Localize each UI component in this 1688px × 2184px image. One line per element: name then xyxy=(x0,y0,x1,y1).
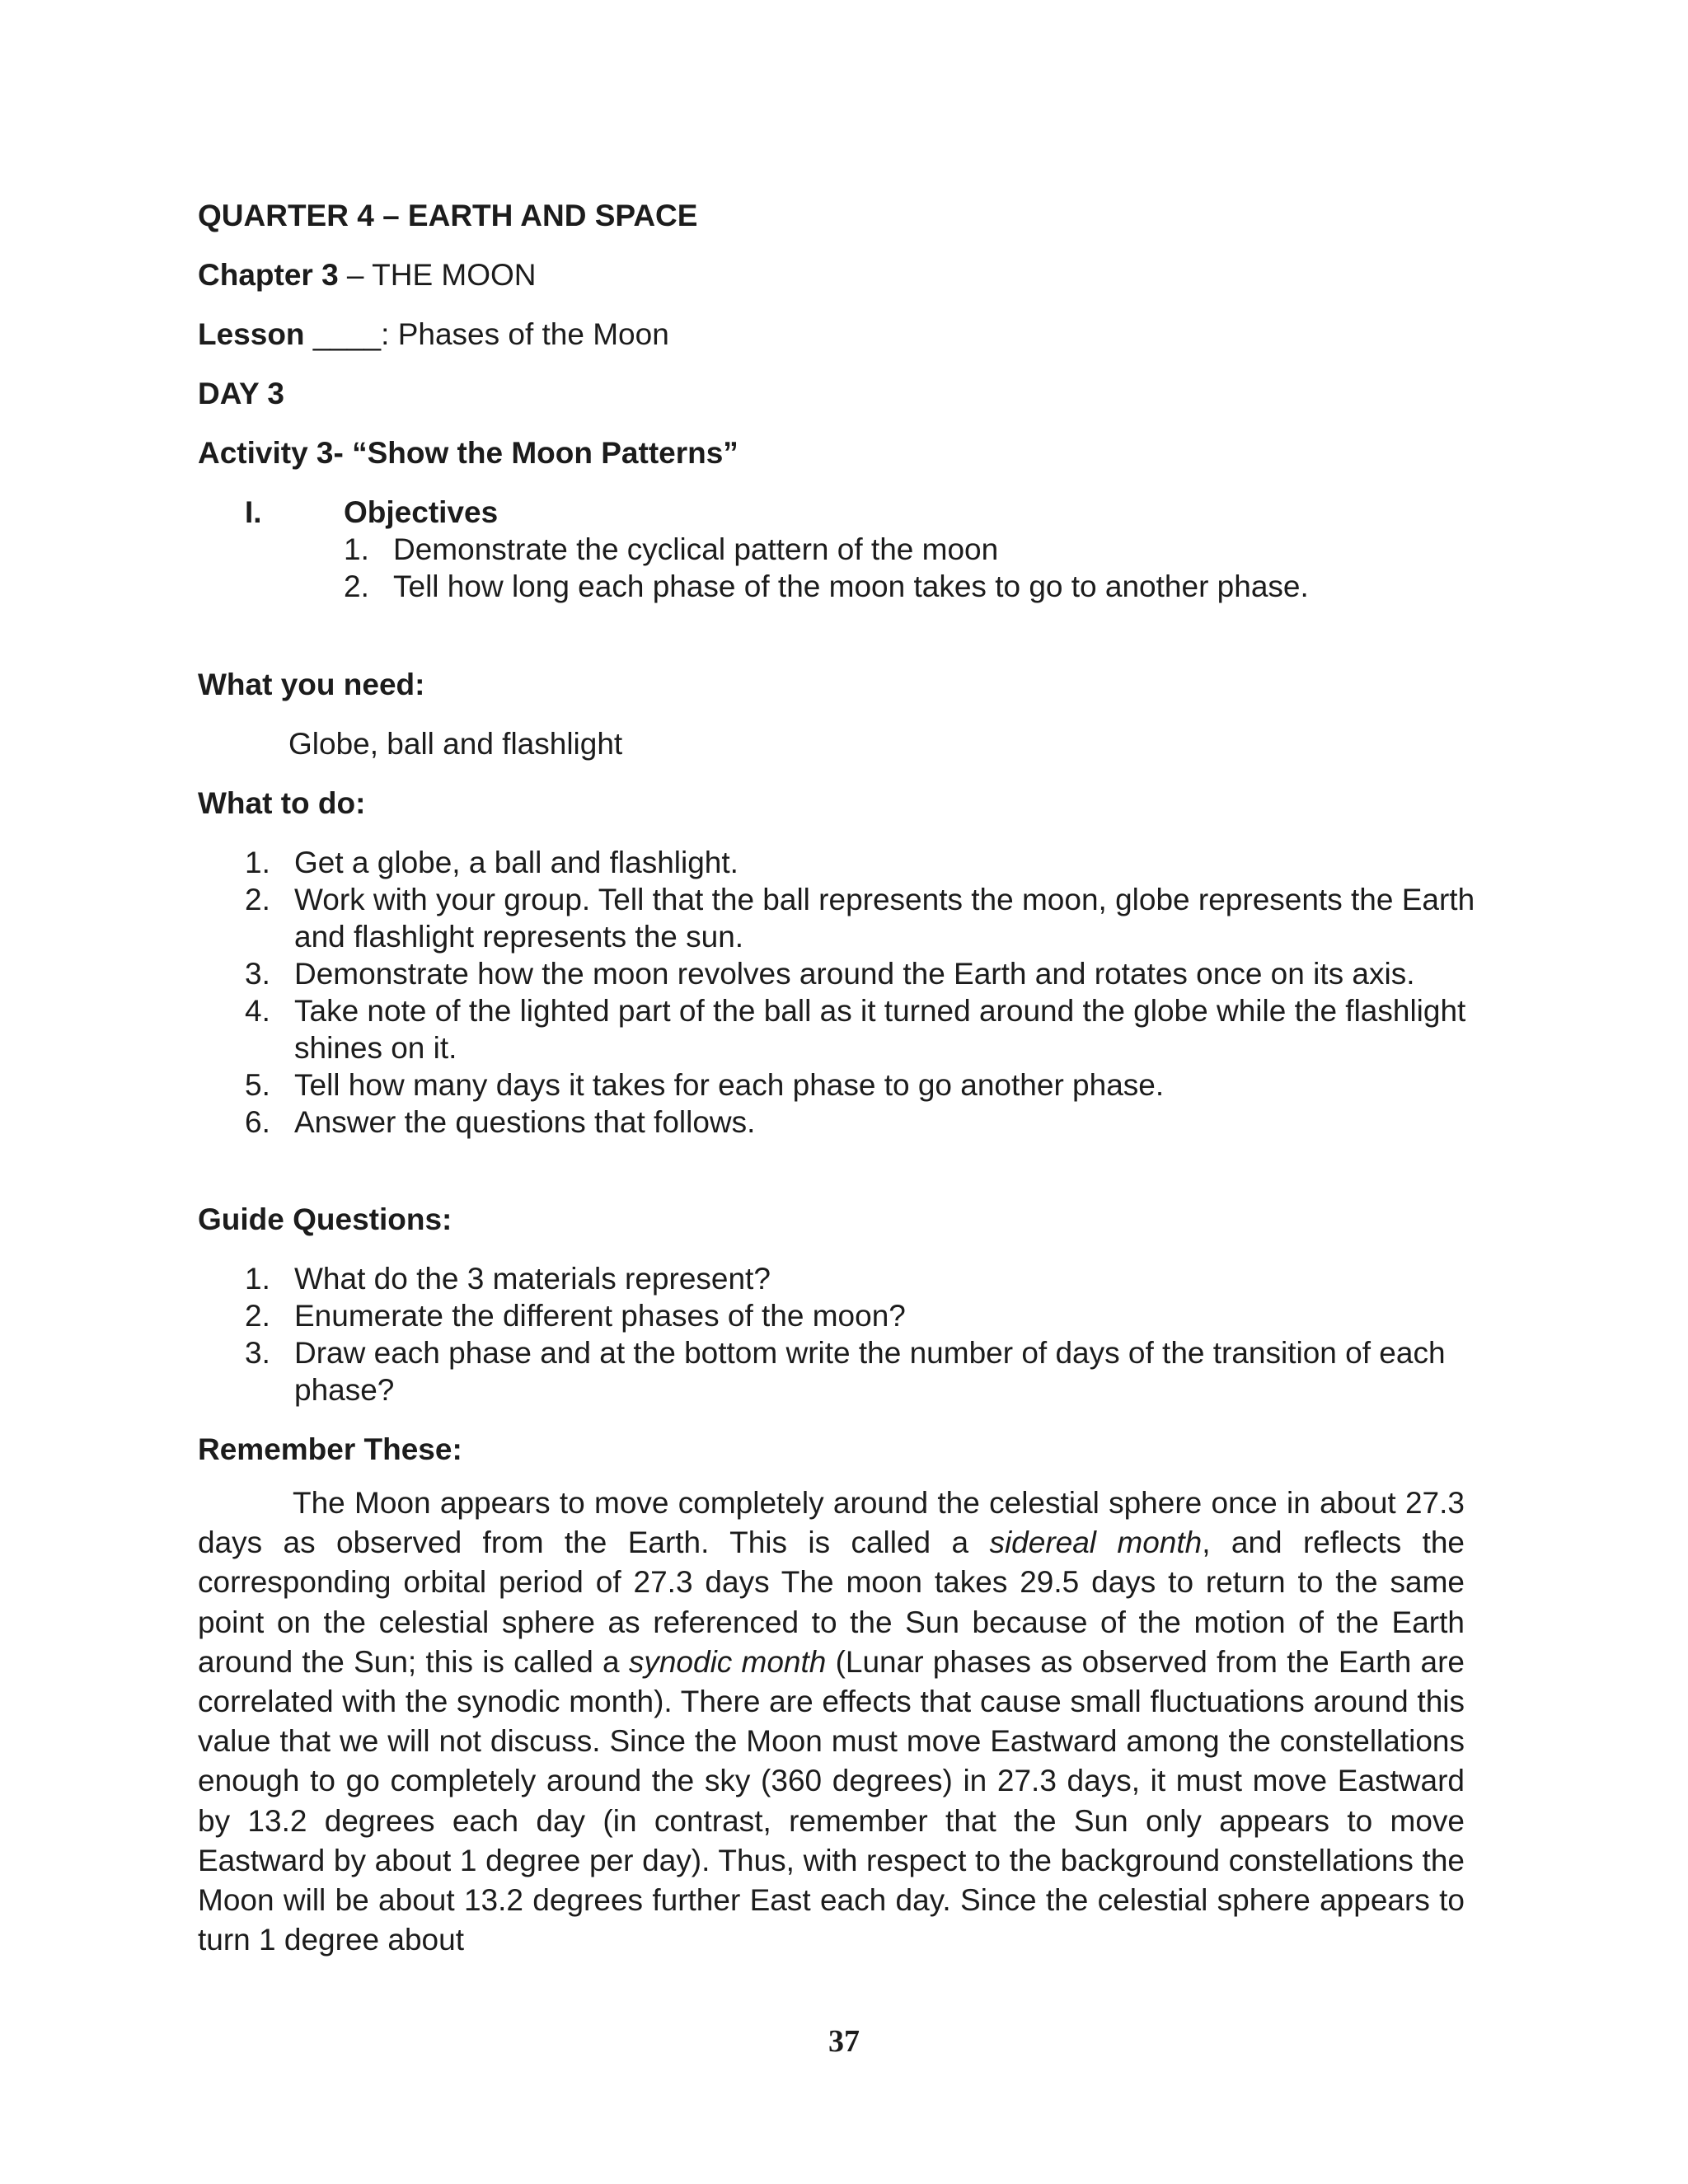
chapter-label: Chapter 3 xyxy=(198,258,339,292)
objective-number: 1. xyxy=(344,532,369,566)
sidereal-month-term: sidereal month xyxy=(989,1526,1203,1560)
guide-number: 2. xyxy=(245,1299,270,1333)
objective-item: Demonstrate the cyclical pattern of the moon xyxy=(393,532,999,566)
todo-item-continued: and flashlight represents the sun. xyxy=(294,920,744,954)
need-heading: What you need: xyxy=(198,668,425,701)
need-text: Globe, ball and flashlight xyxy=(288,727,623,761)
guide-heading: Guide Questions: xyxy=(198,1202,452,1236)
remember-text: , and reflects the corresponding orbital period of 27.3 days The moon takes 29.5 days to return to the same point on the celestial sphere as referenced to the Sun because of the motion of the Earth around the Sun; this is called a xyxy=(198,1526,1465,1679)
remember-heading: Remember These: xyxy=(198,1432,462,1466)
lesson-title: ____: Phases of the Moon xyxy=(304,317,669,351)
activity-heading: Activity 3- “Show the Moon Patterns” xyxy=(198,436,738,470)
todo-number: 6. xyxy=(245,1105,270,1139)
day-heading: DAY 3 xyxy=(198,377,284,410)
todo-number: 4. xyxy=(245,994,270,1028)
objective-number: 2. xyxy=(344,569,369,603)
quarter-heading: QUARTER 4 – EARTH AND SPACE xyxy=(198,199,698,232)
todo-number: 1. xyxy=(245,846,270,879)
guide-number: 3. xyxy=(245,1336,270,1370)
todo-number: 5. xyxy=(245,1068,270,1102)
chapter-line xyxy=(198,260,537,290)
objectives-heading: Objectives xyxy=(344,495,499,529)
objectives-roman: I. xyxy=(245,495,262,529)
remember-text: The Moon appears to move completely around the celestial sphere once in about 27.3 days as observed from the Earth. This is called a xyxy=(198,1486,1465,1560)
todo-heading: What to do: xyxy=(198,786,366,820)
guide-number: 1. xyxy=(245,1262,270,1296)
todo-item-continued: shines on it. xyxy=(294,1031,457,1065)
guide-question-continued: phase? xyxy=(294,1373,395,1407)
todo-item: Answer the questions that follows. xyxy=(294,1105,756,1139)
objective-item: Tell how long each phase of the moon takes to go to another phase. xyxy=(393,569,1309,603)
chapter-title: – THE MOON xyxy=(338,258,537,292)
todo-item: Work with your group. Tell that the ball represents the moon, globe represents the Earth xyxy=(294,883,1475,916)
todo-item: Get a globe, a ball and flashlight. xyxy=(294,846,738,879)
guide-question: Enumerate the different phases of the moon? xyxy=(294,1299,906,1333)
lesson-label: Lesson xyxy=(198,317,305,351)
guide-question: Draw each phase and at the bottom write the number of days of the transition of each xyxy=(294,1336,1446,1370)
todo-number: 3. xyxy=(245,957,270,991)
todo-item: Demonstrate how the moon revolves around the Earth and rotates once on its axis. xyxy=(294,957,1415,991)
synodic-month-term: synodic month xyxy=(628,1644,827,1679)
todo-number: 2. xyxy=(245,883,270,916)
guide-question: What do the 3 materials represent? xyxy=(294,1262,771,1296)
todo-item: Tell how many days it takes for each phase to go another phase. xyxy=(294,1068,1165,1102)
remember-paragraph xyxy=(198,1483,1465,1960)
lesson-line xyxy=(198,319,669,349)
page-number: 37 xyxy=(828,2024,860,2059)
remember-text: (Lunar phases as observed from the Earth are correlated with the synodic month). There are effects that cause small fluctuations around this value that we will not discuss. Since the Moon must move Eastward among the constellations enough to go completely around the sky (360 degrees) in 27.3 days, it must move Eastward by 13.2 degrees each day (in contrast, remember that the Sun only appears to move Eastward by about 1 degree per day). Thus, with respect to the background constellations the Moon will be about 13.2 degrees further East each day. Since the celestial sphere appears to turn 1 degree about xyxy=(198,1644,1465,1957)
todo-item: Take note of the lighted part of the ball as it turned around the globe while the flashlight xyxy=(294,994,1466,1028)
